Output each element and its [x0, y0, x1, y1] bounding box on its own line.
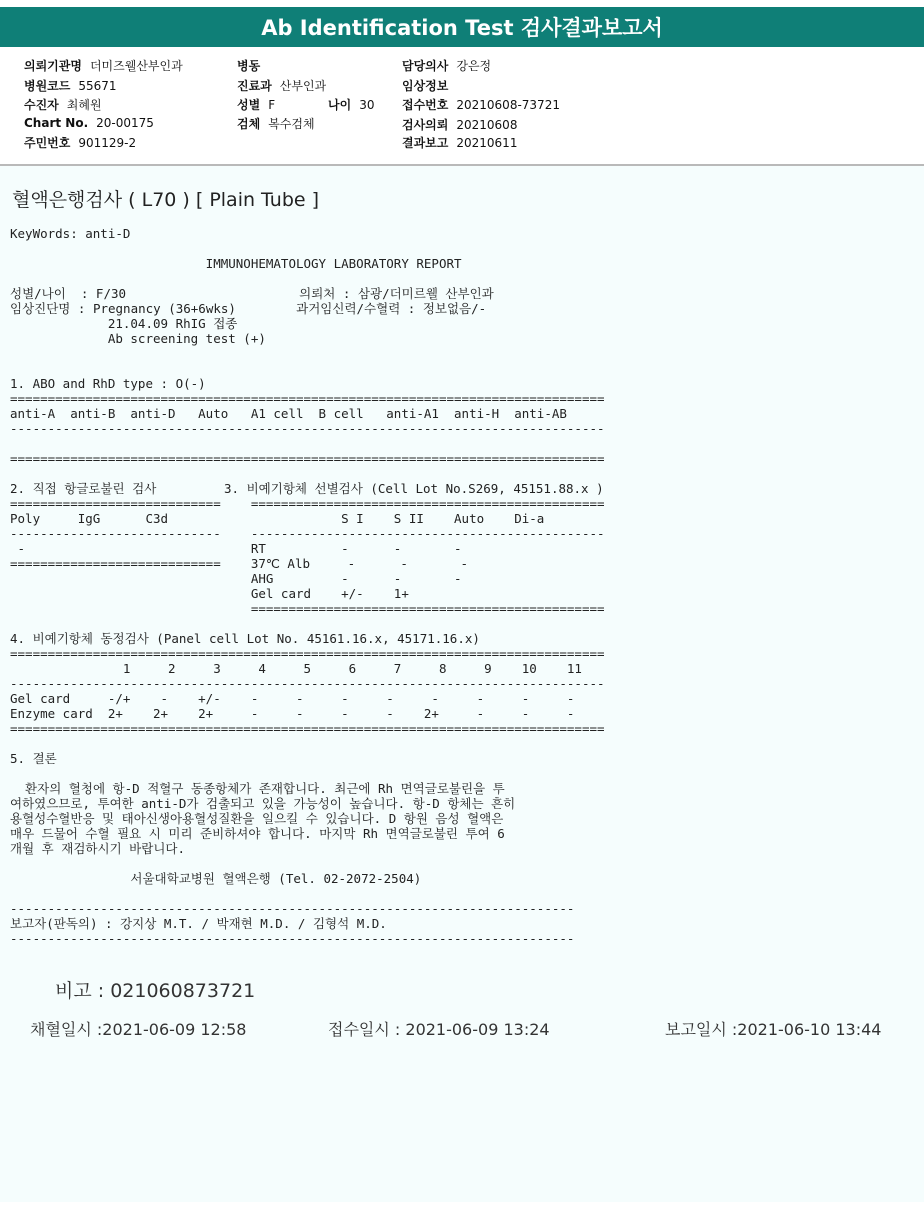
- report-line: ===============================================================================: [10, 451, 605, 466]
- report-line: ============================ ===============================================: [10, 496, 605, 511]
- report-line: Ab screening test (+): [10, 331, 266, 346]
- report-line: 1. ABO and RhD type : O(-): [10, 376, 206, 391]
- report-line: 2. 직접 항글로불린 검사 3. 비예기항체 선별검사 (Cell Lot No.S269, 45151.88.x ): [10, 481, 604, 496]
- report-line: ---------------------------- -----------------------------------------------: [10, 526, 605, 541]
- patient-header: [0, 49, 924, 166]
- header-row: 나이 30: [328, 98, 375, 112]
- section-title: 혈액은행검사 ( L70 ) [ Plain Tube ]: [12, 189, 320, 211]
- report-line: [10, 616, 605, 631]
- report-line: 1 2 3 4 5 6 7 8 9 10 11: [10, 661, 582, 676]
- header-row: 병원코드 55671: [24, 79, 117, 93]
- report-line: ===============================================================================: [10, 391, 605, 406]
- header-row: 결과보고 20210611: [402, 136, 518, 150]
- report-line: 매우 드물어 수혈 필요 시 미리 준비하셔야 합니다. 마지막 Rh 면역글로불린 투여 6: [10, 826, 505, 841]
- header-row: 수진자 최혜원: [24, 98, 102, 112]
- collected-datetime: 채혈일시 :2021-06-09 12:58: [30, 1020, 247, 1039]
- report-line: 용혈성수혈반응 및 태아신생아용혈성질환을 일으킬 수 있습니다. D 항원 음성 혈액은: [10, 811, 504, 826]
- header-row: Chart No. 20-00175: [24, 116, 154, 130]
- report-line: IMMUNOHEMATOLOGY LABORATORY REPORT: [10, 256, 462, 271]
- header-row: 임상정보: [402, 79, 449, 93]
- report-line: [10, 361, 605, 376]
- report-line: ============================ 37℃ Alb - - -: [10, 556, 469, 571]
- report-line: [10, 856, 605, 871]
- report-line: -------------------------------------------------------------------------------: [10, 421, 605, 436]
- report-line: [10, 736, 605, 751]
- report-line: ===============================================: [10, 601, 605, 616]
- report-line: [10, 766, 605, 781]
- header-row: 성별 F: [237, 98, 276, 112]
- report-line: [10, 346, 605, 361]
- report-line: -------------------------------------------------------------------------------: [10, 676, 605, 691]
- report-line: Gel card -/+ - +/- - - - - - - - -: [10, 691, 575, 706]
- header-row: 의뢰기관명 더미즈웰산부인과: [24, 59, 183, 73]
- report-body: [10, 226, 605, 946]
- report-line: Poly IgG C3d S I S II Auto Di-a: [10, 511, 545, 526]
- report-line: [10, 436, 605, 451]
- report-line: 개월 후 재검하시기 바랍니다.: [10, 841, 186, 856]
- reported-datetime: 보고일시 :2021-06-10 13:44: [665, 1020, 882, 1039]
- header-row: 담당의사 강은정: [402, 59, 492, 73]
- report-line: 서울대학교병원 혈액은행 (Tel. 02-2072-2504): [10, 871, 422, 886]
- header-row: 진료과 산부인과: [237, 79, 327, 93]
- header-row: 병동: [237, 59, 261, 73]
- report-line: ---------------------------------------------------------------------------: [10, 901, 575, 916]
- report-line: 21.04.09 RhIG 접종: [10, 316, 238, 331]
- report-line: anti-A anti-B anti-D Auto A1 cell B cell anti-A1 anti-H anti-AB: [10, 406, 567, 421]
- header-row: 주민번호 901129-2: [24, 136, 137, 150]
- report-line: [10, 241, 605, 256]
- header-row: 검사의뢰 20210608: [402, 118, 518, 132]
- report-line: 5. 결론: [10, 751, 57, 766]
- report-line: - RT - - -: [10, 541, 462, 556]
- remark: 비고 : 021060873721: [55, 980, 256, 1002]
- report-line: ===============================================================================: [10, 646, 605, 661]
- received-datetime: 접수일시 : 2021-06-09 13:24: [328, 1020, 550, 1039]
- report-title: Ab Identification Test 검사결과보고서: [0, 7, 924, 47]
- report-line: [10, 886, 605, 901]
- report-line: ---------------------------------------------------------------------------: [10, 931, 575, 946]
- report-line: Gel card +/- 1+: [10, 586, 409, 601]
- header-row: 접수번호 20210608-73721: [402, 98, 560, 112]
- report-line: [10, 466, 605, 481]
- report-line: 환자의 혈청에 항-D 적혈구 동종항체가 존재합니다. 최근에 Rh 면역글로불린을 투: [10, 781, 505, 796]
- report-line: AHG - - -: [10, 571, 462, 586]
- header-row: 검체 복수검체: [237, 117, 315, 131]
- report-line: KeyWords: anti-D: [10, 226, 131, 241]
- report-line: 보고자(판독의) : 강지상 M.T. / 박재현 M.D. / 김형석 M.D.: [10, 916, 387, 931]
- report-line: 임상진단명 : Pregnancy (36+6wks) 과거임신력/수혈력 : 정보없음/-: [10, 301, 487, 316]
- report-line: ===============================================================================: [10, 721, 605, 736]
- report-line: Enzyme card 2+ 2+ 2+ - - - - 2+ - - -: [10, 706, 575, 721]
- report-line: 4. 비예기항체 동정검사 (Panel cell Lot No. 45161.16.x, 45171.16.x): [10, 631, 480, 646]
- report-line: [10, 271, 605, 286]
- report-line: 성별/나이 : F/30 의뢰처 : 삼광/더미르웰 산부인과: [10, 286, 494, 301]
- report-line: 여하였으므로, 투여한 anti-D가 검출되고 있을 가능성이 높습니다. 항-D 항체는 흔히: [10, 796, 516, 811]
